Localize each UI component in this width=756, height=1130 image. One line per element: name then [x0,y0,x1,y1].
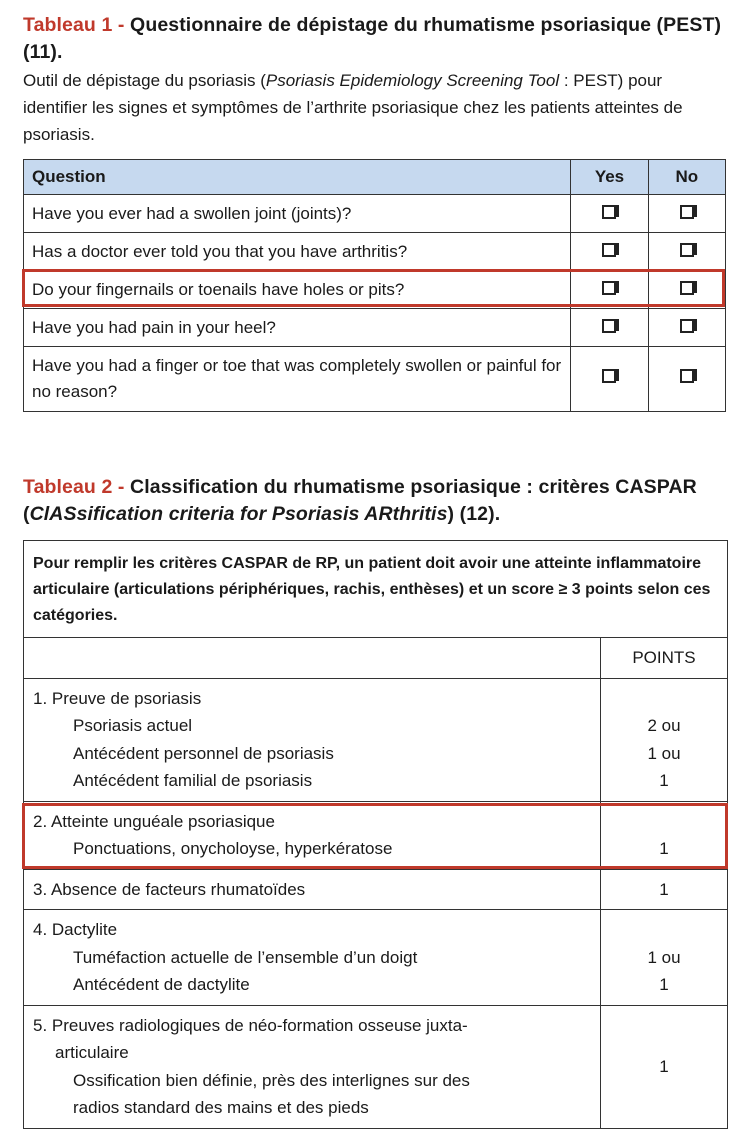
question-text: Has a doctor ever told you that you have arthritis? [24,233,571,271]
caspar-intro: Pour remplir les critères CASPAR de RP, un patient doit avoir une atteinte inflammatoire articulaire (articulations périphériques, rachis, enthèses) et un score ≥ 3 points selon ces catégories. [24,541,728,638]
table1-label: Tableau 1 - [23,14,125,36]
yes-checkbox[interactable] [602,319,616,333]
yes-header: Yes [571,160,648,195]
table1-desc-after: : PEST) pour identifier les signes et symptômes de l’arthrite psoriasique chez les patients atteintes de psoriasis. [23,71,683,144]
table1-desc-italic: Psoriasis Epidemiology Screening Tool [265,71,560,90]
no-checkbox[interactable] [680,319,694,333]
yes-checkbox[interactable] [602,369,616,383]
question-text: Have you had pain in your heel? [24,309,571,347]
points-value: 1 ou [647,743,681,763]
criterion-title: 2. Atteinte unguéale psoriasique [33,811,275,831]
question-header: Question [24,160,571,195]
points-value: 1 [659,975,669,994]
nail-question-highlight [22,269,725,307]
criterion-3 [24,869,728,910]
question-text: Have you ever had a swollen joint (joints)? [24,195,571,233]
criterion-title: 3. Absence de facteurs rhumatoïdes [33,879,306,899]
table2-title-before: Classification du rhumatisme psoriasique : critères CASPAR ( [23,476,697,525]
no-checkbox[interactable] [680,243,694,257]
criterion-item: Ossification bien définie, près des interlignes sur des [73,1070,470,1090]
yes-checkbox[interactable] [602,205,616,219]
table1-heading [23,12,728,66]
criterion-1 [24,678,728,801]
yes-checkbox[interactable] [602,243,616,257]
criterion-item: Antécédent personnel de psoriasis [73,743,334,763]
table2-title-italic: ClASsification criteria for Psoriasis ARthritis [29,503,448,525]
question-text: Have you had a finger or toe that was completely swollen or painful for no reason? [24,347,571,412]
criterion-title: 5. Preuves radiologiques de néo-formation osseuse juxta- [33,1015,468,1035]
pest-row-5 [24,347,726,412]
points-value: 1 [659,1056,669,1076]
pest-row-2 [24,233,726,271]
table2-title-after: ) (12). [447,503,501,525]
nail-criterion-highlight [22,803,728,869]
criterion-item: Tuméfaction actuelle de l’ensemble d’un doigt [73,947,418,967]
criterion-title: 4. Dactylite [33,920,118,939]
criterion-title: 1. Preuve de psoriasis [33,688,202,708]
criterion-4 [24,910,728,1006]
criterion-item: Psoriasis actuel [73,716,193,735]
criterion-item: Ponctuations, onycholoyse, hyperkératose [73,839,393,858]
page [23,12,728,1129]
pest-row-1 [24,195,726,233]
caspar-intro-row [24,541,728,638]
points-value: 1 [659,771,669,790]
pest-row-4 [24,309,726,347]
points-value: 1 [659,879,669,899]
table2-label: Tableau 2 - [23,476,125,498]
caspar-points-header-row [24,638,728,679]
criterion-item: Antécédent de dactylite [73,975,250,994]
points-value: 1 [659,839,669,858]
no-checkbox[interactable] [680,205,694,219]
points-value: 2 ou [647,716,681,735]
criterion-5 [24,1005,728,1128]
points-value: 1 ou [647,947,681,967]
table2-heading [23,474,728,528]
table1-desc-before: Outil de dépistage du psoriasis ( [23,71,266,90]
table1-title: Questionnaire de dépistage du rhumatisme psoriasique (PEST) (11). [23,14,722,63]
no-checkbox[interactable] [680,369,694,383]
points-header: POINTS [601,638,728,679]
criterion-title-cont: articulaire [55,1043,129,1062]
question-text: Do your fingernails or toenails have holes or pits? [24,271,571,309]
criterion-item: Antécédent familial de psoriasis [73,771,313,790]
no-header: No [648,160,725,195]
criterion-item-cont: radios standard des mains et des pieds [73,1098,369,1117]
table1-description [23,67,728,148]
pest-header-row [24,160,726,195]
